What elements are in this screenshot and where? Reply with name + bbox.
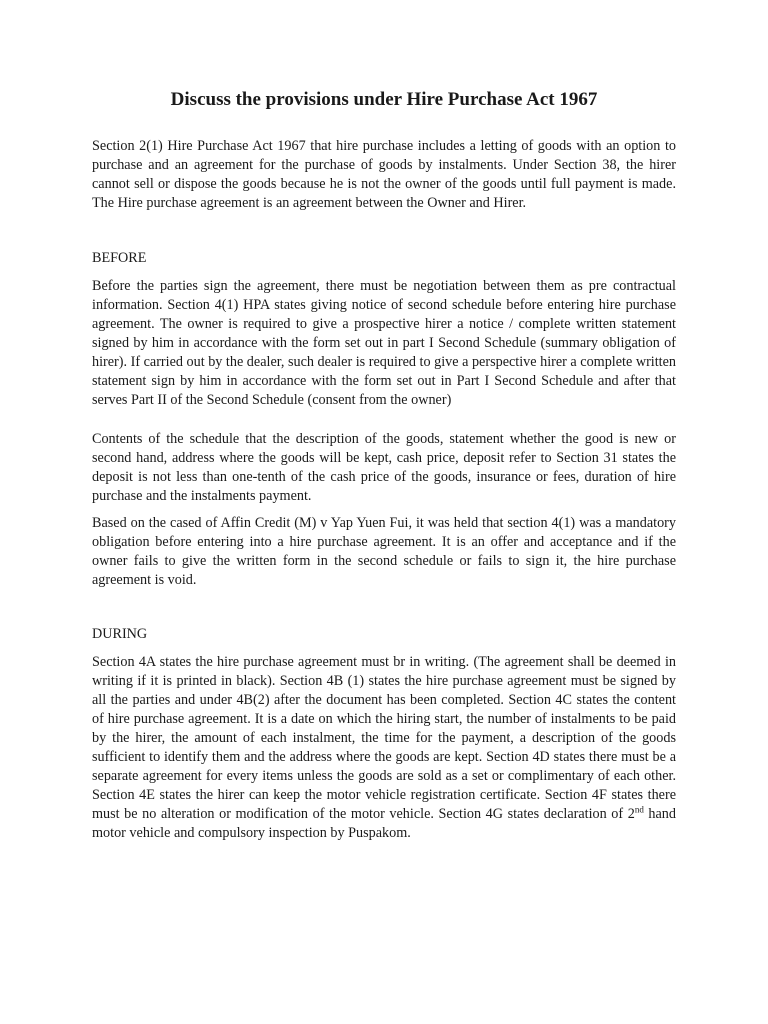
during-paragraph-1 — [92, 653, 676, 843]
during-paragraph-1-main: Section 4A states the hire purchase agreement must br in writing. (The agreement shall be deemed in writing if it is printed in black). Section 4B (1) states the hire purchase agreement must be signed by all the parties and under 4B(2) after the document has been completed. Section 4C states the content of hire purchase agreement. It is a date on which the hiring start, the number of instalments to be paid by the hirer, the amount of each instalment, the time for the payment, a description of the goods sufficient to identify them and the address where the goods are kept. Section 4D states there must be a separate agreement for every items unless the goods are sold as a set or complimentary of each other. Section 4E states the hirer can keep the motor vehicle registration certificate. Section 4F states there must be no alteration or modification of the motor vehicle. Section 4G states declaration of 2 — [92, 654, 676, 822]
before-paragraph-3: Based on the cased of Affin Credit (M) v Yap Yuen Fui, it was held that section 4(1) was a mandatory obligation before entering into a hire purchase agreement. It is an offer and acceptance and if the owner fails to give the written form in the second schedule or fails to sign it, the hire purchase agreement is void. — [92, 515, 676, 588]
section-heading-before: BEFORE — [92, 250, 147, 266]
before-paragraph-2: Contents of the schedule that the description of the goods, statement whether the good is new or second hand, address where the goods will be kept, cash price, deposit refer to Section 31 states the deposit is not less than one-tenth of the cash price of the goods, insurance or fees, duration of hire purchase and the instalments payment. — [92, 431, 676, 504]
during-paragraph-1-end: hand motor vehicle and compulsory inspection by Puspakom. — [92, 806, 676, 841]
ordinal-superscript: nd — [634, 804, 644, 815]
page-title: Discuss the provisions under Hire Purchase Act 1967 — [170, 89, 598, 110]
before-paragraph-1: Before the parties sign the agreement, there must be negotiation between them as pre contractual information. Section 4(1) HPA states giving notice of second schedule before entering hire purchase agreement. The owner is required to give a prospective hirer a notice / complete written statement signed by him in accordance with the form set out in part I Second Schedule (summary obligation of hirer). If carried out by the dealer, such dealer is required to give a perspective hirer a complete written statement sign by him in accordance with the form set out in Part I Second Schedule and after that serves Part II of the Second Schedule (consent from the owner) — [92, 278, 677, 408]
intro-paragraph: Section 2(1) Hire Purchase Act 1967 that hire purchase includes a letting of goods with an option to purchase and an agreement for the purchase of goods by instalments. Under Section 38, the hirer cannot sell or dispose the goods because he is not the owner of the goods until full payment is made. The Hire purchase agreement is an agreement between the Owner and Hirer. — [92, 138, 676, 211]
section-heading-during: DURING — [92, 626, 148, 642]
